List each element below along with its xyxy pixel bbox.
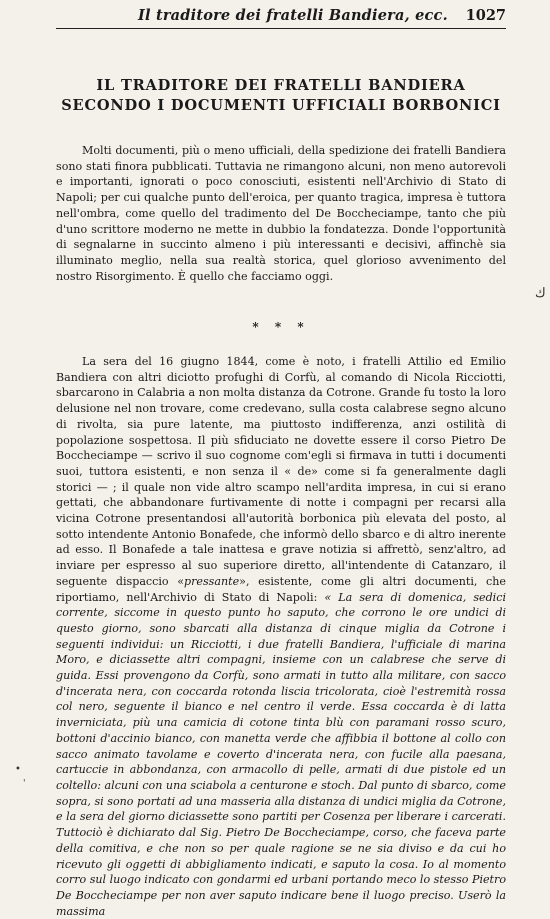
running-head [56,6,506,29]
quoted-dispatch: « La sera di domenica, sedici corrente, siccome in questo punto ho saputo, che corrono le ore undici di questo giorno, sono sbarcati alla distanza di cinque miglia da Cotrone i seguenti individui: un Ricciotti, i due fratelli Bandiera, l'ufficiale di marina Moro, e diciassette altri compagni, insieme con un calabrese che serve di guida. Essi provengono da Corfù, sono armati in tutto alla militare, con sacco d'incerata nera, con coccarda rotonda liscia tricolorata, cioè l'estremità rossa col nero, seguente il bianco e nel centro il verde. Essa coccarda è di latta inverniciata, più una camicia di cotone tinta blù con paramani rosso scuro, bottoni d'accinio bianco, con manetta verde che affibbia il bottone al collo con sacco animato tavolame e coverto d'incerata nera, con fucile alla paesana, cartuccie in abbondanza, con armacollo di pelle, armati di due pistole ed un coltello: alcuni con una sciabola a centurone e stoch. Dal punto di sbarco, come sopra, si sono portati ad una masseria alla distanza di undici miglia da Cotrone, e la sera del giorno diciassette sono partiti per Cosenza per liberare i carcerati. Tuttociò è dichiarato dal Sig. Pietro De Boccheciampe, corso, che faceva parte della comitiva, e che non so per quale ragione se ne sia diviso e da cui ho ricevuto gli oggetti di abbigliamento indicati, e saputo la cosa. Io al momento corro sul luogo indicato con gondarmi ed urbani portando meco lo stesso Pietro De Boccheciampe per non aver saputo indicare bene il luogo preciso. Userò la massima [56,590,506,918]
main-paragraph-intro: La sera del 16 giugno 1844, come è noto, i fratelli Attilio ed Emilio Bandiera con altri diciotto profughi di Corfù, al comando di Nicola Ricciotti, sbarcarono in Calabria a non molta distanza da Cotrone. Grande fu tosto la loro delusione nel non trovare, come credevano, sulla costa calabrese segno alcuno di rivolta, sia pure latente, ma piuttosto indifferenza, anzi ostilità di popolazione sospettosa. Il più sfiduciato ne dovette essere il corso Pietro De Boccheciampe — scrivo il suo cognome com'egli si firmava in tutti i documenti suoi, tuttora esistenti, e non senza il « de» come si fa generalmente dagli storici — ; il quale non vide altro scampo nell'ardita impresa, in cui si erano gettati, che abbandonare furtivamente di notte i compagni per recarsi alla vicina Cotrone presentandosi all'autorità borbonica più elevata del posto, al sotto intendente Antonio Bonafede, che informò dello sbarco e di altro inerente ad esso. Il Bonafede a tale inattesa e grave notizia si affrettò, senz'altro, ad inviare per espresso al suo superiore diretto, all'intendente di Catanzaro, il seguente dispaccio « [56,355,506,588]
intro-section [56,143,506,284]
article-title [56,76,506,116]
main-section [56,354,506,919]
main-paragraph-mid: », esistente, come gli altri documenti, che riportiamo, nell'Archivio di Stato di Napoli: [56,574,506,604]
article-title-line-1: IL TRADITORE DEI FRATELLI BANDIERA [96,77,466,94]
section-separator: * * * [252,320,310,334]
margin-mark-right: ك [535,286,546,301]
margin-mark-left-dot: • [15,764,21,775]
page-number: 1027 [465,7,506,24]
margin-mark-left-tick: ' [23,779,26,789]
intro-paragraph: Molti documenti, più o meno ufficiali, della spedizione dei fratelli Bandiera sono stati finora pubblicati. Tuttavia ne rimangono alcuni, non meno autorevoli e importanti, ignorati o poco conosciuti, esistenti nell'Archivio di Stato di Napoli; per cui qualche punto dell'eroica, per quanto tragica, impresa è tuttora nell'ombra, come quello del tradimento del De Boccheciampe, tanto che più d'uno scrittore moderno ne mette in dubbio la fondatezza. Donde l'opportunità di segnalarne in succinto almeno i più interessanti e decisivi, affinchè sia illuminato meglio, nella sua realtà storica, quel glorioso avvenimento del nostro Risorgimento. È quello che facciamo oggi. [56,144,506,283]
main-paragraph [56,354,506,919]
pressante-word: pressante [184,574,240,588]
article-title-line-2: SECONDO I DOCUMENTI UFFICIALI BORBONICI [61,97,501,114]
running-head-title: Il traditore dei fratelli Bandiera, ecc. [138,7,448,24]
